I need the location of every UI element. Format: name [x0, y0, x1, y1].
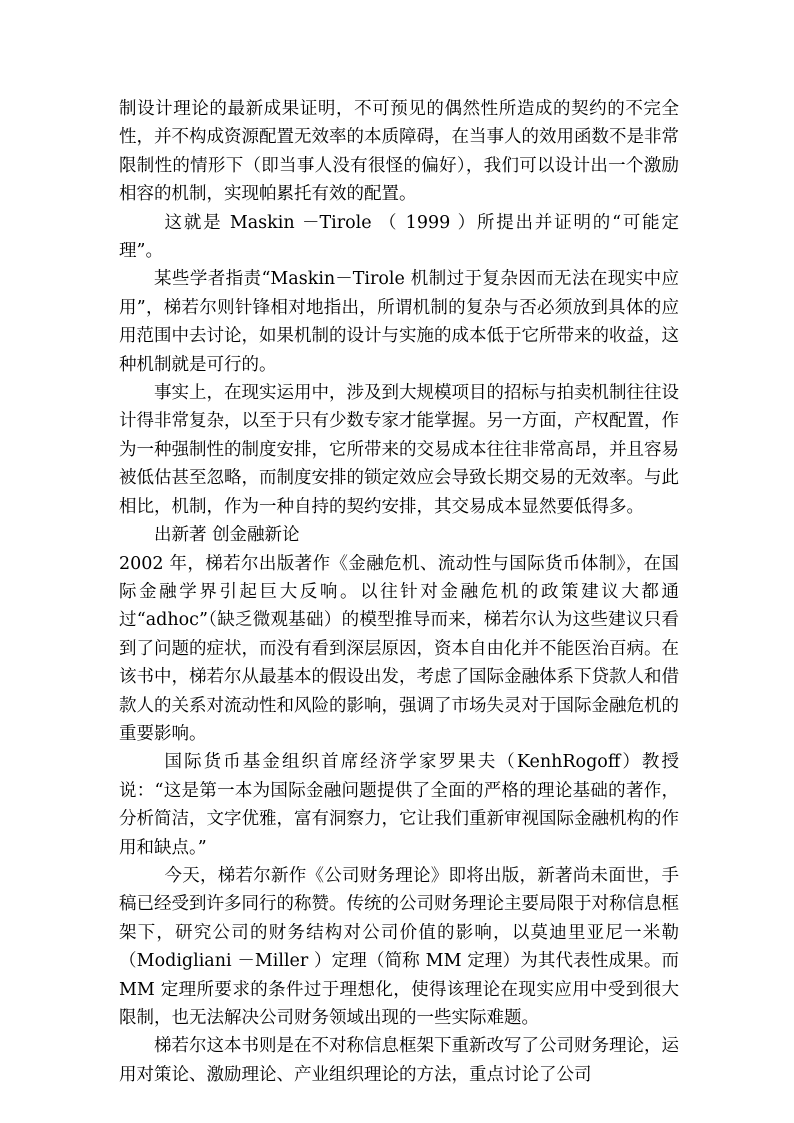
- paragraph-2002-book: 2002 年，梯若尔出版著作《金融危机、流动性与国际货币体制》，在国际金融学界引起巨大反响。以往针对金融危机的政策建议大都通过“adhoc”（缺乏微观基础）的模型推导而来，梯若尔认为这些建议只看到了问题的症状，而没有看到深层原因，资本自由化并不能医治百病。在该书中，梯若尔从最基本的假设出发，考虑了国际金融体系下贷款人和借款人的关系对流动性和风险的影响，强调了市场失灵对于国际金融危机的重要影响。: [119, 553, 679, 744]
- body-text: [119, 95, 679, 1089]
- paragraph-practice: 事实上，在现实运用中，涉及到大规模项目的招标与拍卖机制往往设计得非常复杂，以至于只有少数专家才能掌握。另一方面，产权配置，作为一种强制性的制度安排，它所带来的交易成本往往非常高昂，并且容易被低估甚至忽略，而制度安排的锁定效应会导致长期交易的无效率。与此相比，机制，作为一种自持的契约安排，其交易成本显然要低得多。: [119, 383, 679, 517]
- paragraph-criticism: 某些学者指责“Maskin－Tirole 机制过于复杂因而无法在现实中应用”，梯若尔则针锋相对地指出，所谓机制的复杂与否必须放到具体的应用范围中去讨论，如果机制的设计与实施的成本低于它所带来的收益，这种机制就是可行的。: [119, 269, 679, 375]
- paragraph-possibility-theorem: 这就是 Maskin －Tirole （ 1999 ）所提出并证明的“可能定理”。: [119, 212, 679, 262]
- paragraph-mechanism-theory: 制设计理论的最新成果证明，不可预见的偶然性所造成的契约的不完全性，并不构成资源配置无效率的本质障碍，在当事人的效用函数不是非常限制性的情形下（即当事人没有很怪的偏好），我们可以设计出一个激励相容的机制，实现帕累托有效的配置。: [119, 99, 679, 205]
- paragraph-new-book: 今天，梯若尔新作《公司财务理论》即将出版，新著尚未面世，手稿已经受到许多同行的称赞。传统的公司财务理论主要局限于对称信息框架下，研究公司的财务结构对公司价值的影响，以莫迪里亚尼一米勒（Modigliani －Miller ）定理（简称 MM 定理）为其代表性成果。而 MM 定理所要求的条件过于理想化，使得该理论在现实应用中受到很大限制，也无法解决公司财务领域出现的一些实际难题。: [119, 865, 679, 1028]
- paragraph-asymmetric-info: 梯若尔这本书则是在不对称信息框架下重新改写了公司财务理论，运用对策论、激励理论、产业组织理论的方法，重点讨论了公司: [119, 1036, 679, 1085]
- section-heading: 出新著 创金融新论: [154, 525, 300, 546]
- paragraph-rogoff-quote: 国际货币基金组织首席经济学家罗果夫（KenhRogoff）教授说：“这是第一本为国际金融问题提供了全面的严格的理论基础的著作，分析简洁，文字优雅，富有洞察力，它让我们重新审视国际金融机构的作用和缺点。”: [119, 752, 679, 858]
